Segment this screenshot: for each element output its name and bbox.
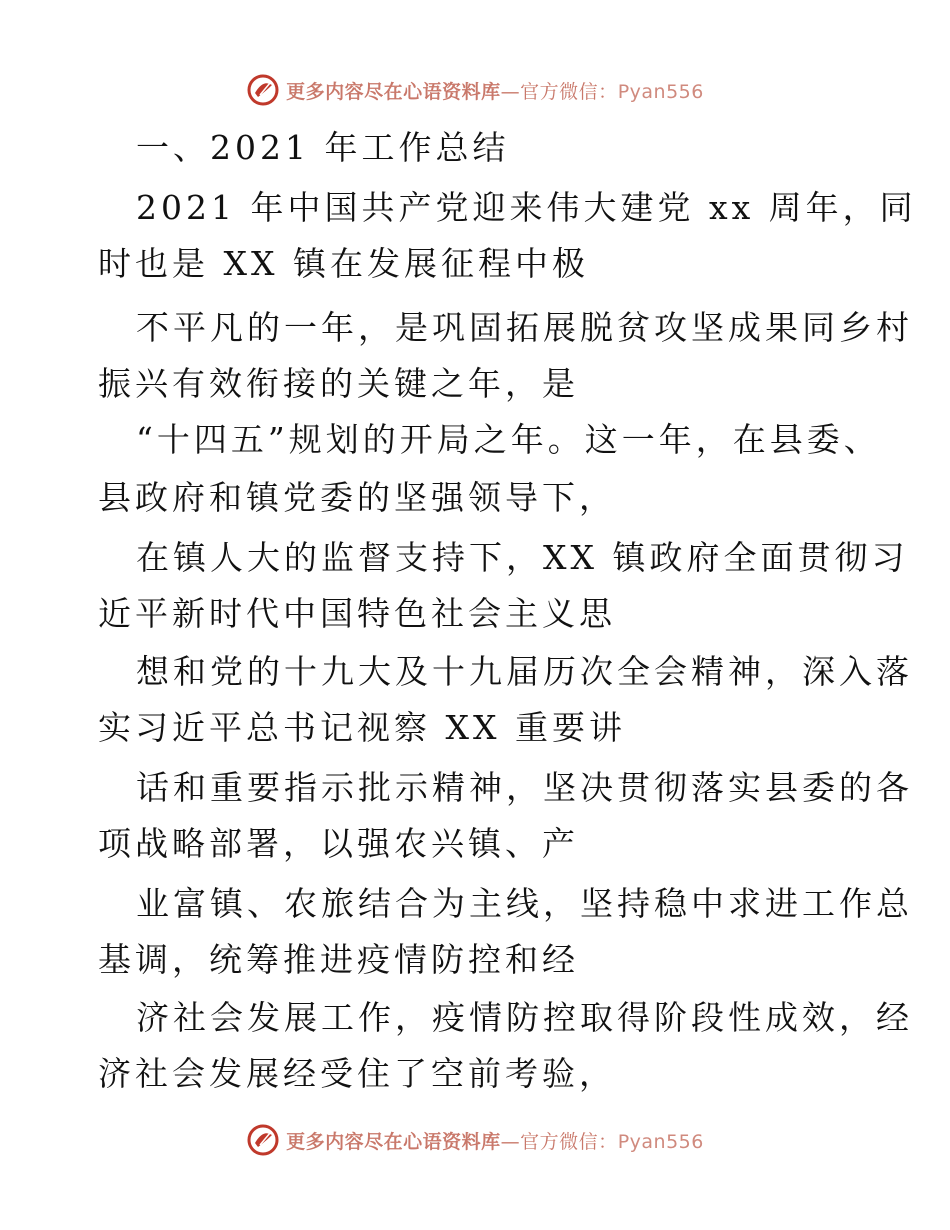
paragraph-line: 不平凡的一年，是巩固拓展脱贫攻坚成果同乡村 bbox=[136, 308, 913, 347]
paragraph-line: 话和重要指示批示精神，坚决贯彻落实县委的各 bbox=[136, 768, 913, 807]
paragraph-line: 济社会发展经受住了空前考验， bbox=[98, 1054, 616, 1093]
paragraph-line: 在镇人大的监督支持下，XX 镇政府全面贯彻习 bbox=[136, 538, 909, 577]
paragraph-line: “十四五”规划的开局之年。这一年，在县委、 bbox=[136, 420, 881, 459]
section-heading: 一、2021 年工作总结 bbox=[136, 128, 510, 167]
paragraph-line: 县政府和镇党委的坚强领导下， bbox=[98, 478, 616, 517]
brand-logo-icon bbox=[246, 73, 280, 107]
watermark-wechat-id: Pyan556 bbox=[617, 1130, 704, 1153]
paragraph-line: 业富镇、农旅结合为主线，坚持稳中求进工作总 bbox=[136, 884, 913, 923]
watermark-separator: — bbox=[500, 1130, 521, 1153]
paragraph-line: 济社会发展工作，疫情防控取得阶段性成效，经 bbox=[136, 998, 913, 1037]
paragraph-line: 项战略部署，以强农兴镇、产 bbox=[98, 824, 579, 863]
paragraph-line: 想和党的十九大及十九届历次全会精神，深入落 bbox=[136, 652, 913, 691]
paragraph-line: 实习近平总书记视察 XX 重要讲 bbox=[98, 708, 626, 747]
watermark-brand: 更多内容尽在心语资料库 bbox=[286, 80, 501, 103]
paragraph-line: 近平新时代中国特色社会主义思 bbox=[98, 594, 616, 633]
watermark-separator: — bbox=[500, 80, 521, 103]
paragraph-line: 基调，统筹推进疫情防控和经 bbox=[98, 940, 579, 979]
watermark-text bbox=[286, 1127, 704, 1154]
watermark-header bbox=[0, 70, 950, 110]
watermark-label: 官方微信： bbox=[520, 1130, 618, 1153]
paragraph-line: 振兴有效衔接的关键之年，是 bbox=[98, 364, 579, 403]
watermark-text bbox=[286, 77, 704, 104]
brand-logo-icon bbox=[246, 1123, 280, 1157]
paragraph-line: 2021 年中国共产党迎来伟大建党 xx 周年，同 bbox=[136, 188, 917, 227]
watermark-wechat-id: Pyan556 bbox=[617, 80, 704, 103]
watermark-label: 官方微信： bbox=[520, 80, 618, 103]
paragraph-line: 时也是 XX 镇在发展征程中极 bbox=[98, 244, 589, 283]
watermark-footer bbox=[0, 1120, 950, 1160]
watermark-brand: 更多内容尽在心语资料库 bbox=[286, 1130, 501, 1153]
